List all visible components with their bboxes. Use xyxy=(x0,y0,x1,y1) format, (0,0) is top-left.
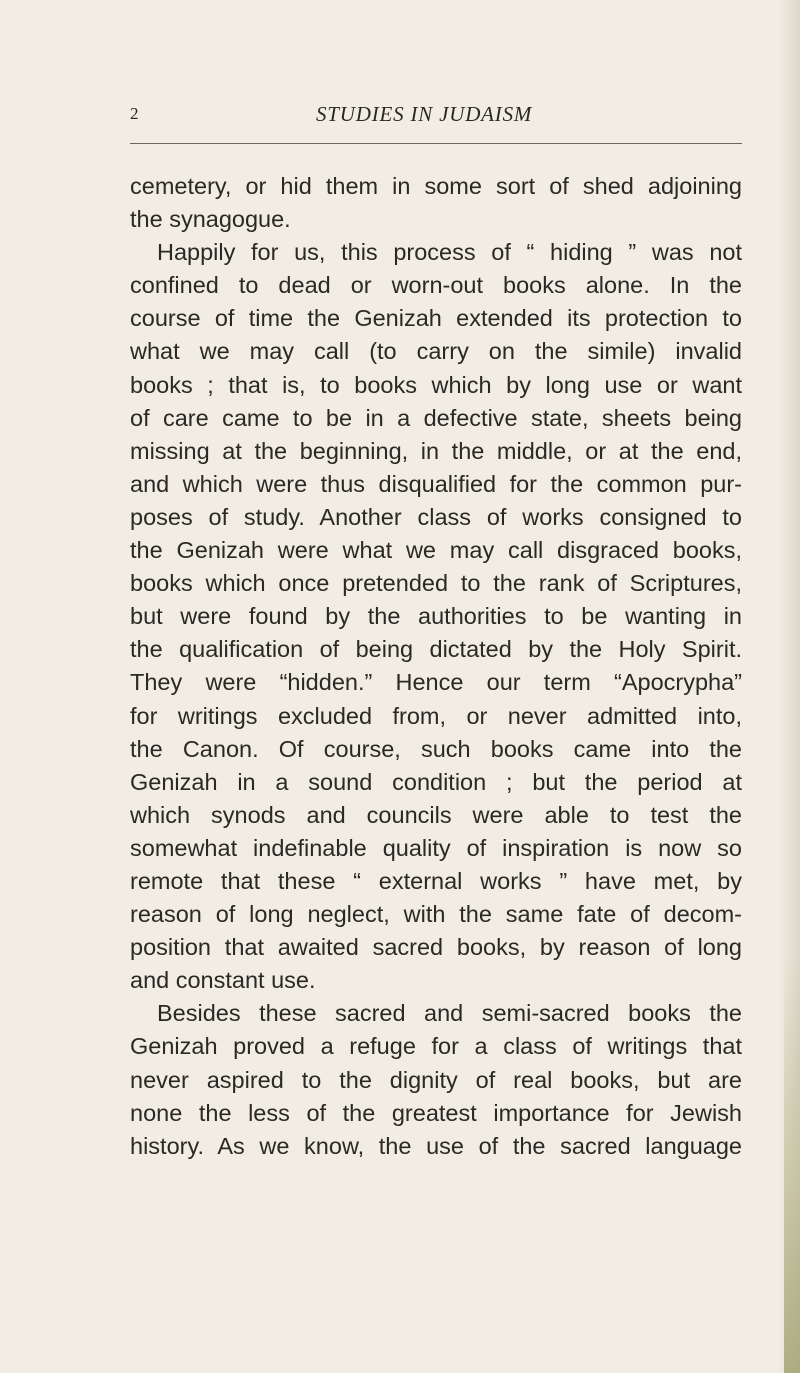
text-line: Besides these sacred and semi-sacred books the xyxy=(157,1000,742,1027)
page-edge-stain xyxy=(784,953,800,1373)
running-head: STUDIES IN JUDAISM xyxy=(316,102,533,126)
text-line: for writings excluded from, or never admitted into, xyxy=(130,702,742,729)
text-line: poses of study. Another class of works consigned to xyxy=(130,503,742,530)
text-line: the qualification of being dictated by the Holy Spirit. xyxy=(130,636,742,663)
text-line: Genizah in a sound condition ; but the period at xyxy=(130,768,742,795)
header-rule xyxy=(130,143,742,144)
text-line: They were “hidden.” Hence our term “Apocrypha” xyxy=(130,669,742,696)
text-line: of care came to be in a defective state, sheets being xyxy=(130,404,742,431)
text-line: missing at the beginning, in the middle, or at the end, xyxy=(130,437,742,464)
text-line: reason of long neglect, with the same fate of decom- xyxy=(130,901,742,928)
text-line: position that awaited sacred books, by reason of long xyxy=(130,934,742,961)
text-line: none the less of the greatest importance for Jewish xyxy=(130,1099,742,1126)
text-line: what we may call (to carry on the simile) invalid xyxy=(130,338,742,365)
page-header xyxy=(130,102,742,134)
text-line: and constant use. xyxy=(130,967,316,994)
text-line: somewhat indefinable quality of inspiration is now so xyxy=(130,834,742,861)
text-line: the Genizah were what we may call disgraced books, xyxy=(130,537,742,564)
text-line: history. As we know, the use of the sacred language xyxy=(130,1132,742,1159)
text-line: the Canon. Of course, such books came into the xyxy=(130,735,742,762)
text-line: confined to dead or worn-out books alone. In the xyxy=(130,272,742,299)
text-line: books ; that is, to books which by long use or want xyxy=(130,371,742,398)
text-line: cemetery, or hid them in some sort of shed adjoining xyxy=(130,173,742,199)
text-line: never aspired to the dignity of real books, but are xyxy=(130,1066,742,1093)
text-line: course of time the Genizah extended its protection to xyxy=(130,305,742,332)
text-line: the synagogue. xyxy=(130,206,291,233)
text-line: and which were thus disqualified for the common pur- xyxy=(130,470,742,497)
text-line: but were found by the authorities to be wanting in xyxy=(130,603,742,630)
text-line: books which once pretended to the rank of Scriptures, xyxy=(130,570,742,597)
body-text xyxy=(130,170,742,1163)
text-line: Genizah proved a refuge for a class of writings that xyxy=(130,1033,742,1060)
page-number: 2 xyxy=(130,104,139,123)
text-line: remote that these “ external works ” have met, by xyxy=(130,867,742,894)
text-line: which synods and councils were able to test the xyxy=(130,801,742,828)
text-line: Happily for us, this process of “ hiding ” was not xyxy=(157,239,742,266)
